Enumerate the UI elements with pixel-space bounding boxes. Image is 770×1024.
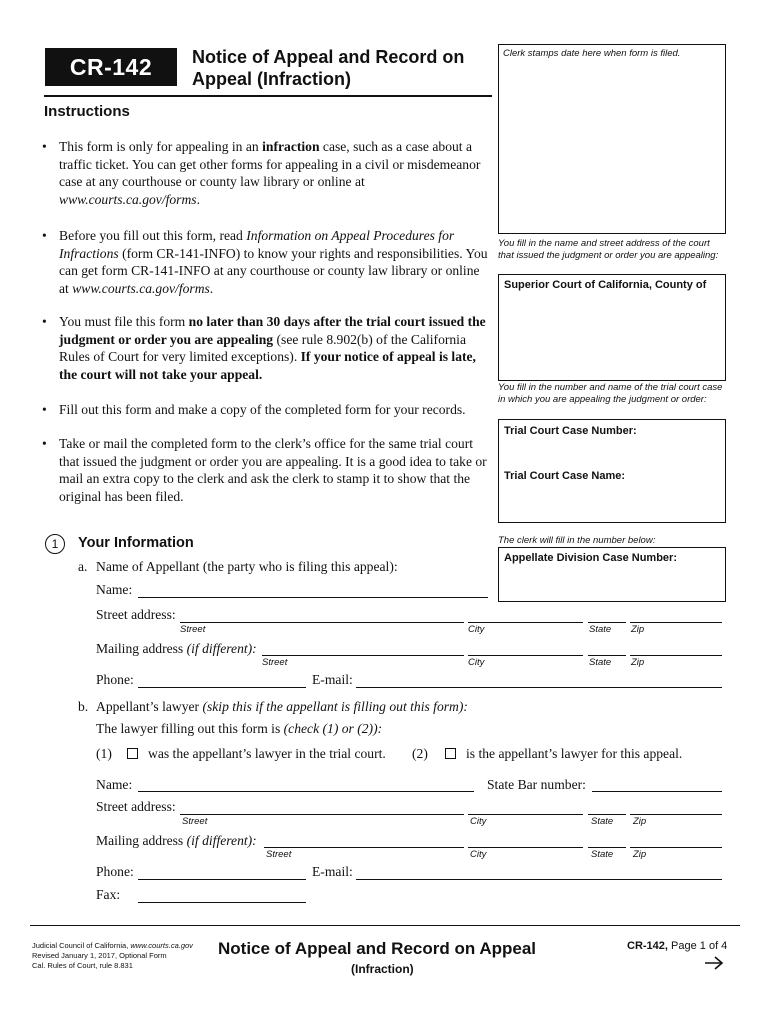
section-number-circle: 1 bbox=[45, 534, 65, 554]
lawyer-street-field[interactable] bbox=[180, 814, 464, 815]
lawyer-name-label: Name: bbox=[96, 777, 133, 792]
lawyer-phone-field[interactable] bbox=[138, 879, 306, 880]
appellant-mailing-city-field[interactable] bbox=[468, 655, 583, 656]
lawyer-name-field[interactable] bbox=[138, 791, 474, 792]
footer-title: Notice of Appeal and Record on Appeal bbox=[218, 939, 536, 958]
court-name-label: Superior Court of California, County of bbox=[504, 279, 707, 291]
appellate-case-number-label: Appellate Division Case Number: bbox=[504, 552, 677, 564]
forms-link[interactable]: www.courts.ca.gov/forms bbox=[59, 191, 197, 207]
sub-street: Street bbox=[262, 657, 288, 668]
appellant-email-field[interactable] bbox=[356, 687, 722, 688]
form-number-badge: CR-142 bbox=[45, 48, 177, 86]
lawyer-mailing-street-field[interactable] bbox=[264, 847, 464, 848]
state-bar-label: State Bar number: bbox=[487, 777, 586, 792]
appellant-zip-field[interactable] bbox=[630, 622, 722, 623]
lawyer-mailing-label: Mailing address (if different): bbox=[96, 833, 257, 848]
appellant-phone-label: Phone: bbox=[96, 672, 134, 687]
lawyer-city-field[interactable] bbox=[468, 814, 583, 815]
lawyer-mailing-state-field[interactable] bbox=[588, 847, 626, 848]
court-name-box[interactable] bbox=[498, 274, 726, 381]
item-a-letter: a. bbox=[78, 559, 88, 574]
option-1-number: (1) bbox=[96, 746, 112, 761]
sub-state: State bbox=[591, 849, 614, 860]
appellant-email-label: E-mail: bbox=[312, 672, 353, 687]
appellant-mailing-label: Mailing address (if different): bbox=[96, 641, 257, 656]
option-1-text: was the appellant’s lawyer in the trial court. bbox=[148, 746, 386, 761]
lawyer-email-label: E-mail: bbox=[312, 864, 353, 879]
lawyer-mailing-city-field[interactable] bbox=[468, 847, 583, 848]
lawyer-street-label: Street address: bbox=[96, 799, 176, 814]
instruction-bullet-2: • Before you fill out this form, read Information on Appeal Procedures for Infractions (form CR-141-INFO) to know your rights and responsibilities. You can get form CR-141-INFO at any courthouse or county law library or online at www.courts.ca.gov/forms. bbox=[42, 228, 488, 296]
trial-box-note: You fill in the number and name of the trial court case in which you are appealing the judgment or order: bbox=[498, 382, 723, 405]
appellant-city-field[interactable] bbox=[468, 622, 583, 623]
instruction-bullet-4: • Fill out this form and make a copy of the completed form for your records. bbox=[42, 402, 466, 417]
appellant-phone-field[interactable] bbox=[138, 687, 306, 688]
clerk-stamp-box bbox=[498, 44, 726, 234]
option-2-checkbox[interactable] bbox=[445, 748, 456, 759]
header-divider bbox=[44, 95, 492, 97]
section-title: Your Information bbox=[78, 535, 194, 551]
appellant-mailing-zip-field[interactable] bbox=[630, 655, 722, 656]
lawyer-mailing-zip-field[interactable] bbox=[630, 847, 722, 848]
appellant-street-label: Street address: bbox=[96, 607, 176, 622]
sub-city: City bbox=[468, 624, 485, 635]
lawyer-email-field[interactable] bbox=[356, 879, 722, 880]
lawyer-check-instruction: The lawyer filling out this form is (check (1) or (2)): bbox=[96, 721, 383, 736]
sub-street: Street bbox=[266, 849, 292, 860]
instructions-heading: Instructions bbox=[44, 103, 130, 120]
footer-page-ref: CR-142, Page 1 of 4 bbox=[627, 940, 728, 952]
appellant-state-field[interactable] bbox=[588, 622, 626, 623]
sub-street: Street bbox=[182, 816, 208, 827]
option-1-checkbox[interactable] bbox=[127, 748, 138, 759]
appellant-name-label: Name: bbox=[96, 582, 133, 597]
option-2-text: is the appellant’s lawyer for this appeal. bbox=[466, 746, 683, 761]
sub-state: State bbox=[591, 816, 614, 827]
appellant-mailing-state-field[interactable] bbox=[588, 655, 626, 656]
item-b-letter: b. bbox=[78, 699, 89, 714]
sub-city: City bbox=[470, 849, 487, 860]
footer-publisher: Judicial Council of California, www.courts.ca.gov Revised January 1, 2017, Optional Form Cal. Rules of Court, rule 8.831 bbox=[32, 941, 193, 970]
form-title: Notice of Appeal and Record on Appeal (Infraction) bbox=[192, 47, 465, 89]
sub-city: City bbox=[468, 657, 485, 668]
appellate-case-number-box bbox=[498, 547, 726, 602]
footer-subtitle: (Infraction) bbox=[351, 962, 414, 976]
forms-link-2[interactable]: www.courts.ca.gov/forms bbox=[72, 280, 210, 296]
lawyer-phone-label: Phone: bbox=[96, 864, 134, 879]
item-a-text: Name of Appellant (the party who is filing this appeal): bbox=[96, 559, 398, 574]
sub-zip: Zip bbox=[633, 849, 647, 860]
appellant-street-field[interactable] bbox=[180, 622, 464, 623]
sub-zip: Zip bbox=[631, 657, 645, 668]
item-b-text: Appellant’s lawyer (skip this if the appellant is filling out this form): bbox=[96, 699, 468, 714]
instruction-bullet-3: • You must file this form no later than 30 days after the trial court issued the judgment or order you are appealing (see rule 8.902(b) of the California Rules of Court for very limited exceptions). If your notice of appeal is late, the court will not take your appeal. bbox=[42, 314, 486, 382]
appellate-box-note: The clerk will fill in the number below: bbox=[498, 535, 656, 546]
lawyer-zip-field[interactable] bbox=[630, 814, 722, 815]
sub-state: State bbox=[589, 657, 612, 668]
sub-state: State bbox=[589, 624, 612, 635]
trial-court-case-box[interactable] bbox=[498, 419, 726, 523]
trial-case-name-label: Trial Court Case Name: bbox=[504, 470, 626, 482]
instruction-bullet-1: • This form is only for appealing in an infraction case, such as a case about a traffic ticket. You can get other forms for appealing in a civil or misdemeanor case at any courthouse or county law library or online at www.courts.ca.gov/forms. bbox=[42, 139, 481, 207]
court-box-note: You fill in the name and street address of the court that issued the judgment or order you are appealing: bbox=[498, 238, 719, 261]
sub-street: Street bbox=[180, 624, 206, 635]
state-bar-field[interactable] bbox=[592, 791, 722, 792]
lawyer-fax-field[interactable] bbox=[138, 902, 306, 903]
sub-zip: Zip bbox=[631, 624, 645, 635]
lawyer-fax-label: Fax: bbox=[96, 887, 121, 902]
trial-case-number-label: Trial Court Case Number: bbox=[504, 425, 637, 437]
clerk-stamp-note: Clerk stamps date here when form is filed. bbox=[503, 48, 681, 59]
appellant-name-field[interactable] bbox=[138, 597, 488, 598]
appellant-mailing-street-field[interactable] bbox=[262, 655, 464, 656]
sub-zip: Zip bbox=[633, 816, 647, 827]
sub-city: City bbox=[470, 816, 487, 827]
option-2-number: (2) bbox=[412, 746, 428, 761]
instruction-bullet-5: • Take or mail the completed form to the clerk’s office for the same trial court that issued the judgment or order you are appealing. It is a good idea to take or mail an extra copy to the clerk and ask the clerk to stamp it to show that the original has been filed. bbox=[42, 436, 487, 504]
right-arrow-icon[interactable] bbox=[704, 955, 724, 971]
lawyer-state-field[interactable] bbox=[588, 814, 626, 815]
footer-divider bbox=[30, 925, 740, 926]
